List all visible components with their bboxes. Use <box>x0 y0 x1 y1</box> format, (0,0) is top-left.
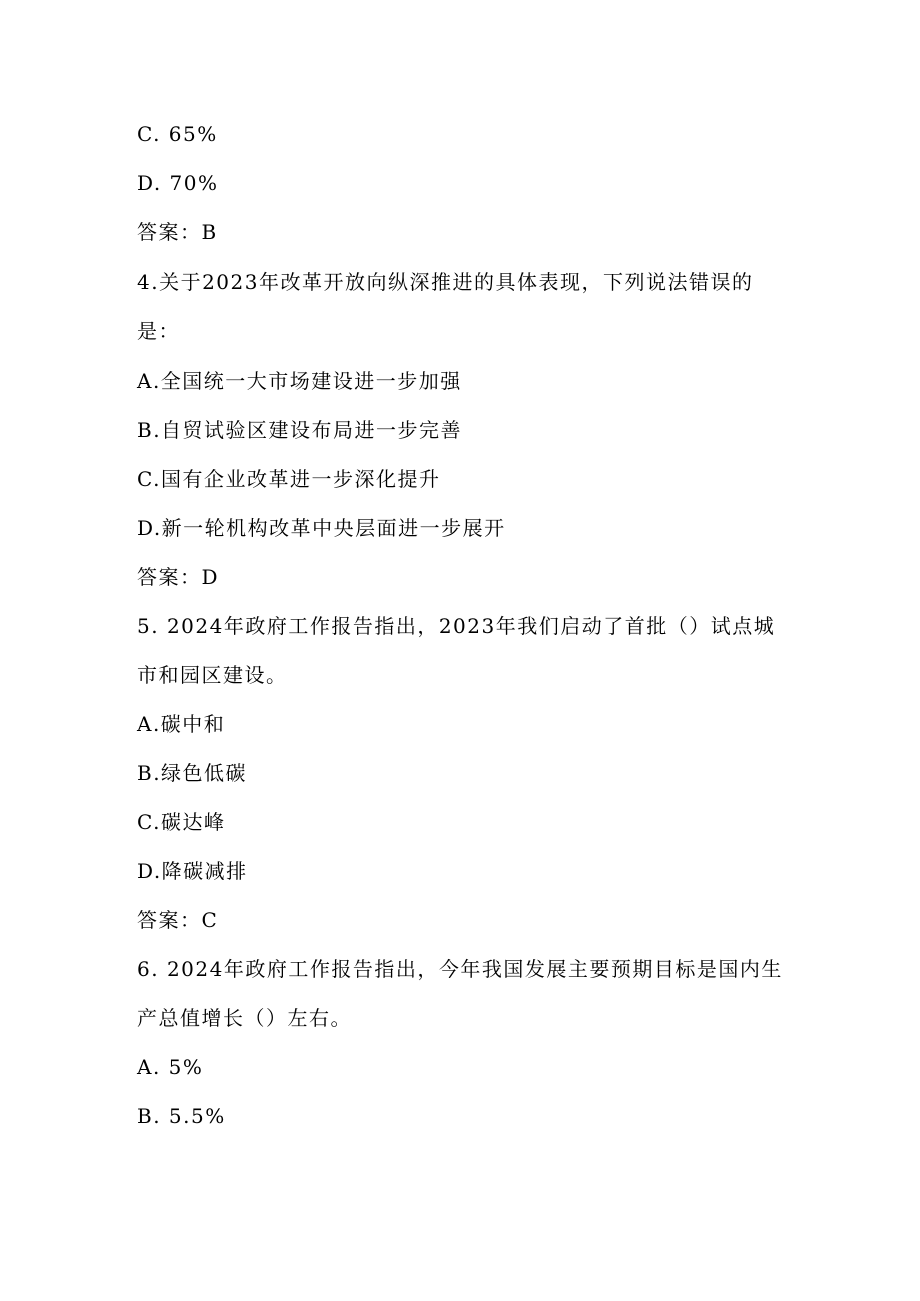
option-a-q6: A. 5% <box>137 1055 204 1079</box>
question-6-line-1: 6. 2024年政府工作报告指出，今年我国发展主要预期目标是国内生 <box>137 957 783 981</box>
question-4-line-1: 4.关于2023年改革开放向纵深推进的具体表现，下列说法错误的 <box>137 270 754 294</box>
option-a-q4: A.全国统一大市场建设进一步加强 <box>137 369 462 393</box>
option-c-q4: C.国有企业改革进一步深化提升 <box>137 467 441 491</box>
answer-q5: 答案：C <box>137 908 219 932</box>
option-d-q4: D.新一轮机构改革中央层面进一步展开 <box>137 516 506 540</box>
question-5-line-1: 5. 2024年政府工作报告指出，2023年我们启动了首批（）试点城 <box>137 614 776 638</box>
option-d-q5: D.降碳减排 <box>137 859 248 883</box>
option-c-q3: C. 65% <box>137 122 218 146</box>
option-c-q5: C.碳达峰 <box>137 810 226 834</box>
answer-q3: 答案：B <box>137 220 218 244</box>
option-b-q5: B.绿色低碳 <box>137 761 248 785</box>
option-b-q6: B. 5.5% <box>137 1104 226 1128</box>
option-d-q3: D. 70% <box>137 171 219 195</box>
answer-q4: 答案：D <box>137 565 220 589</box>
question-6-line-2: 产总值增长（）左右。 <box>137 1006 352 1030</box>
question-5-line-2: 市和园区建设。 <box>137 663 288 687</box>
option-b-q4: B.自贸试验区建设布局进一步完善 <box>137 418 463 442</box>
option-a-q5: A.碳中和 <box>137 712 226 736</box>
question-4-line-2: 是： <box>137 319 180 343</box>
